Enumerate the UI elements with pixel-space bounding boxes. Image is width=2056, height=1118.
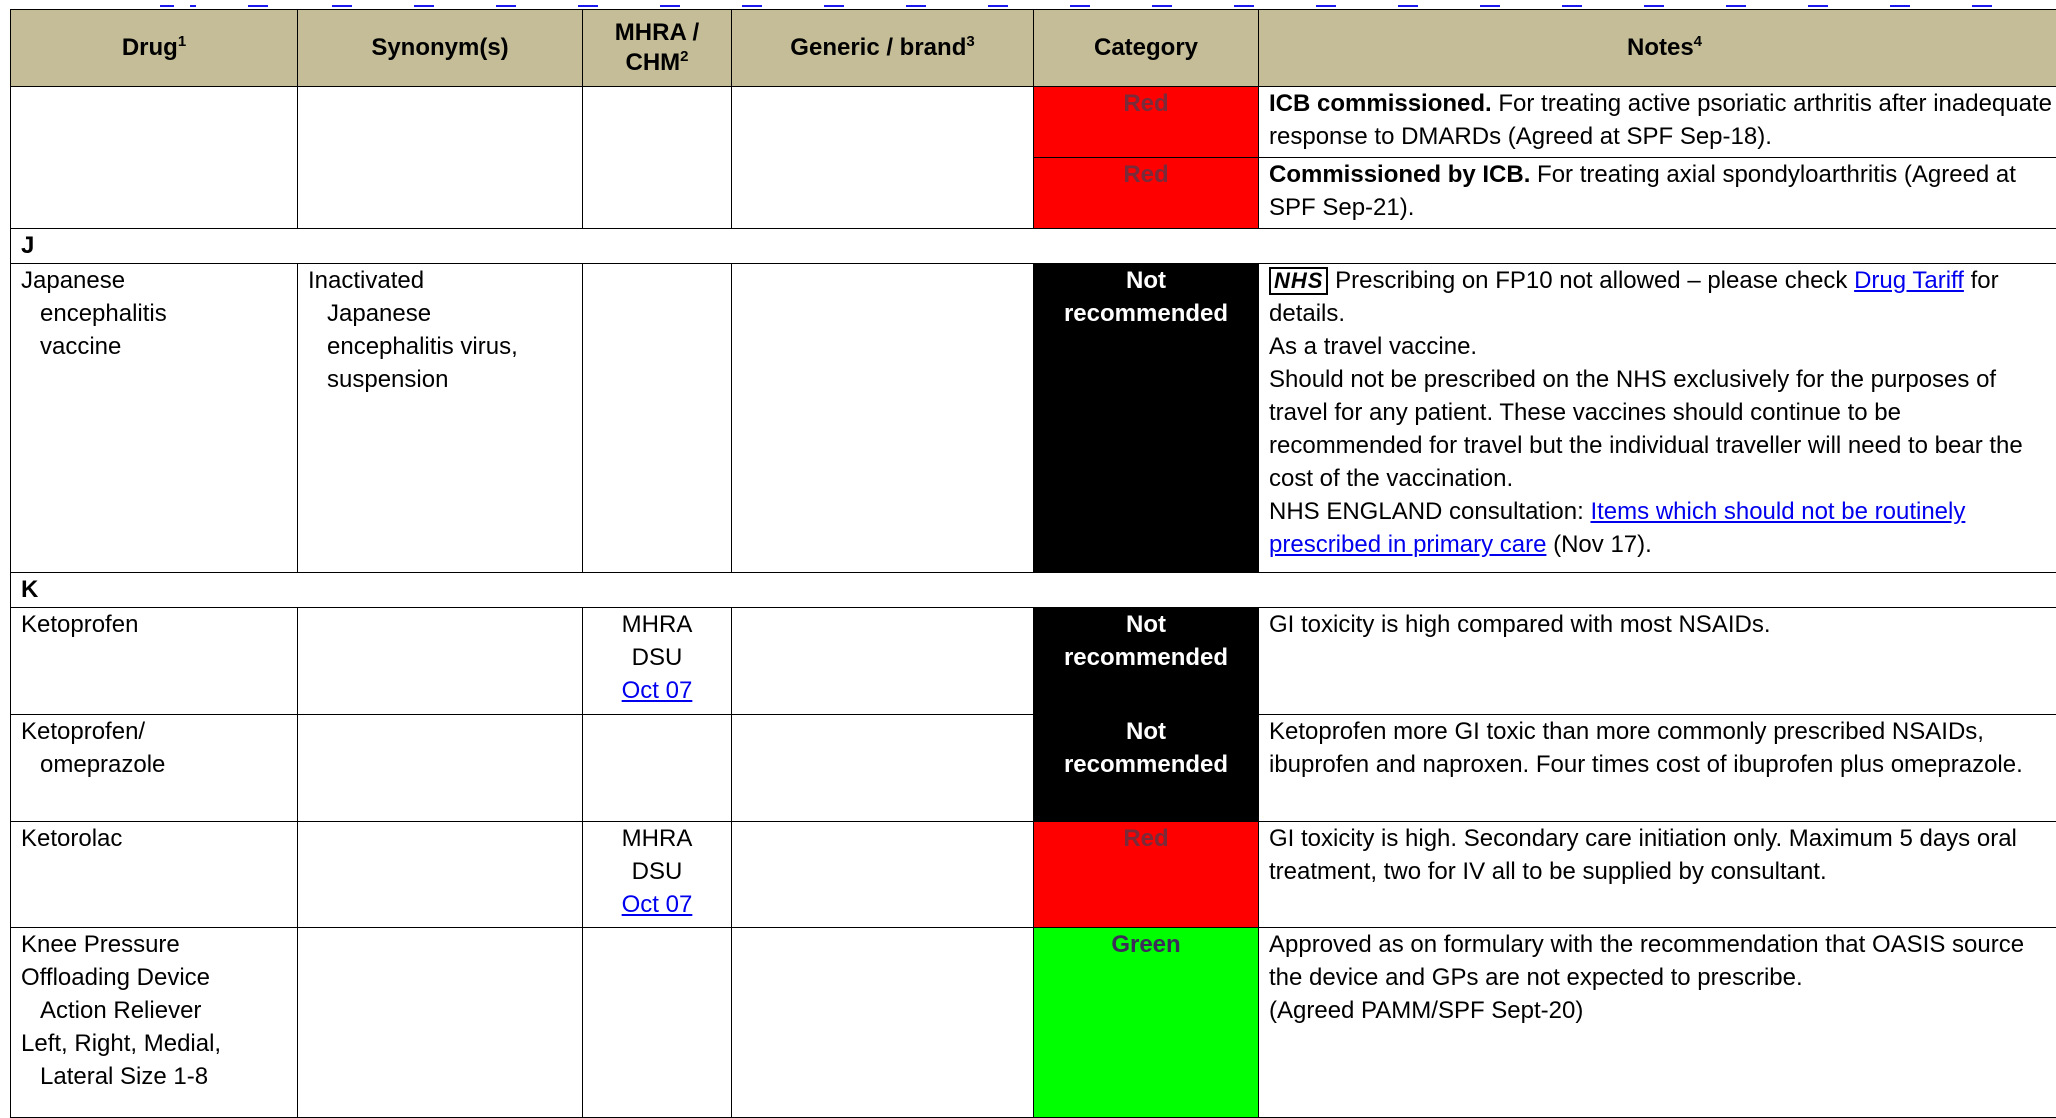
category-badge-red: Red — [1034, 158, 1259, 229]
notes-cell: GI toxicity is high. Secondary care initiation only. Maximum 5 days oral treatment, two for IV all to be supplied by consultant. — [1259, 822, 2056, 928]
notes-cell: NHS Prescribing on FP10 not allowed – please check Drug Tariff for details. As a travel vaccine. Should not be prescribed on the NHS exclusively for the purposes of travel for any patient. These vaccines should continue to be recommended for travel but the individual traveller will need to bear the cost of the vaccination. NHS ENGLAND consultation: Items which should not be routinely prescribed in primary care (Nov 17). — [1259, 264, 2056, 573]
header-synonyms: Synonym(s) — [298, 10, 583, 87]
synonym-cell — [298, 608, 583, 715]
section-letter-j: J — [11, 229, 2056, 264]
mhra-dsu-link[interactable]: Oct 07 — [593, 888, 721, 921]
table-row — [11, 715, 2056, 822]
drug-cell: Ketorolac — [11, 822, 298, 928]
drug-tariff-link[interactable]: Drug Tariff — [1854, 267, 1964, 294]
section-letter-k: K — [11, 573, 2056, 608]
generic-cell — [732, 87, 1034, 229]
nhs-logo-icon: NHS — [1269, 267, 1328, 295]
table-row — [11, 822, 2056, 928]
category-badge-green: Green — [1034, 928, 1259, 1118]
header-mhra-chm: MHRA / CHM$^2$ — [583, 10, 732, 87]
drug-cell: Japanese encephalitis vaccine — [11, 264, 298, 573]
mhra-dsu-link[interactable]: Oct 07 — [593, 674, 721, 707]
notes-cell: Approved as on formulary with the recommendation that OASIS source the device and GPs are not expected to prescribe. (Agreed PAMM/SPF Sept-20) — [1259, 928, 2056, 1118]
synonym-cell — [298, 87, 583, 229]
synonym-cell: Inactivated Japanese encephalitis virus, suspension — [298, 264, 583, 573]
synonym-cell — [298, 928, 583, 1118]
table-row — [11, 264, 2056, 573]
synonym-cell — [298, 822, 583, 928]
mhra-cell — [583, 715, 732, 822]
mhra-cell — [583, 87, 732, 229]
generic-cell — [732, 264, 1034, 573]
category-badge-not-recommended: Not recommended — [1034, 264, 1259, 573]
notes-cell: GI toxicity is high compared with most NSAIDs. — [1259, 608, 2056, 715]
category-badge-red: Red — [1034, 87, 1259, 158]
formulary-table — [10, 9, 2056, 1118]
header-category: Category — [1034, 10, 1259, 87]
notes-cell: Ketoprofen more GI toxic than more commonly prescribed NSAIDs, ibuprofen and naproxen. Four times cost of ibuprofen plus omeprazole. — [1259, 715, 2056, 822]
section-letter-row — [11, 229, 2056, 264]
top-link-row — [0, 0, 2056, 9]
table-row — [11, 928, 2056, 1118]
notes-cell: ICB commissioned. For treating active psoriatic arthritis after inadequate response to DMARDs (Agreed at SPF Sep-18). — [1259, 87, 2056, 158]
generic-cell — [732, 608, 1034, 715]
table-row — [11, 608, 2056, 715]
drug-cell — [11, 87, 298, 229]
category-badge-not-recommended: Not recommended — [1034, 715, 1259, 822]
generic-cell — [732, 822, 1034, 928]
table-header-row — [11, 10, 2056, 87]
drug-cell: Ketoprofen — [11, 608, 298, 715]
header-notes: Notes$^4$ — [1259, 10, 2056, 87]
generic-cell — [732, 928, 1034, 1118]
mhra-cell — [583, 928, 732, 1118]
mhra-cell — [583, 264, 732, 573]
table-row — [11, 87, 2056, 158]
category-badge-red: Red — [1034, 822, 1259, 928]
category-badge-not-recommended: Not recommended — [1034, 608, 1259, 715]
synonym-cell — [298, 715, 583, 822]
drug-cell: Knee Pressure Offloading Device Action Reliever Left, Right, Medial, Lateral Size 1-8 — [11, 928, 298, 1118]
section-letter-row — [11, 573, 2056, 608]
notes-cell: Commissioned by ICB. For treating axial spondyloarthritis (Agreed at SPF Sep-21). — [1259, 158, 2056, 229]
header-generic-brand: Generic / brand$^3$ — [732, 10, 1034, 87]
nhs-consultation-link[interactable]: Items which should not be routinely prescribed in primary care — [1269, 498, 1965, 558]
mhra-cell: MHRA DSU Oct 07 — [583, 608, 732, 715]
generic-cell — [732, 715, 1034, 822]
header-drug: Drug$^1$ — [11, 10, 298, 87]
mhra-cell: MHRA DSU Oct 07 — [583, 822, 732, 928]
drug-cell: Ketoprofen/ omeprazole — [11, 715, 298, 822]
